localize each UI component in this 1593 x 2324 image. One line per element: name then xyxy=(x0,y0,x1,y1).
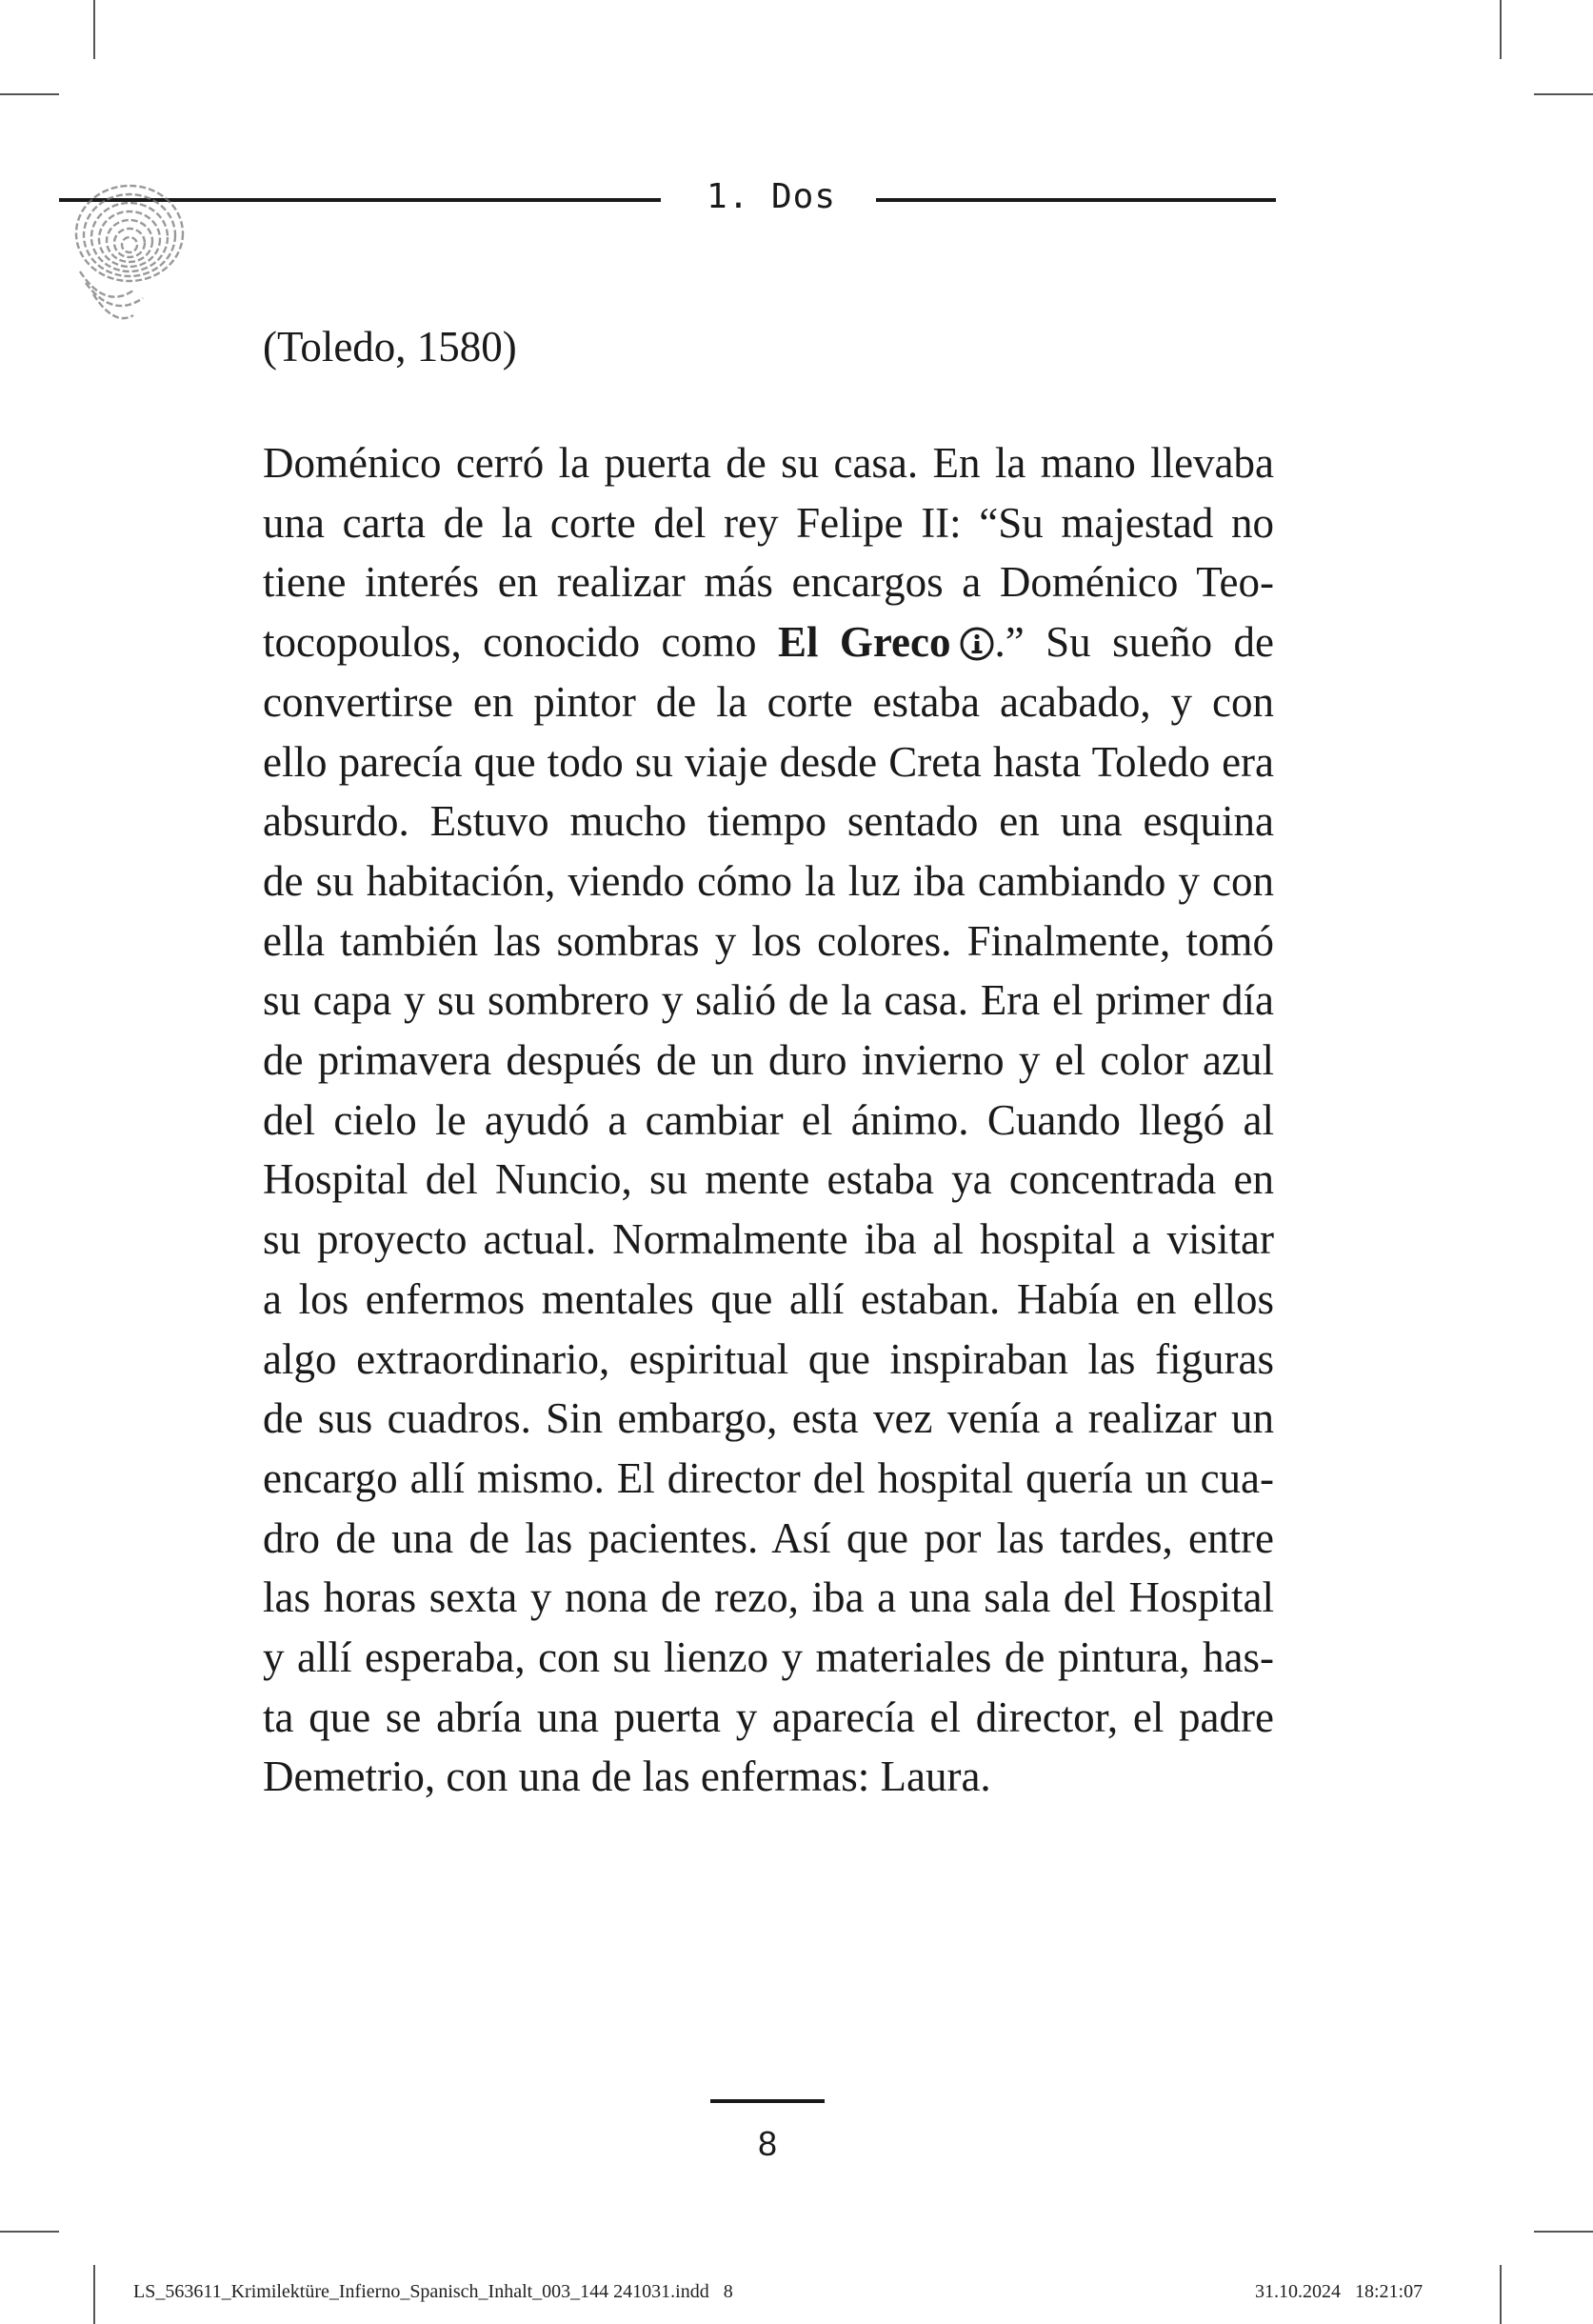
body-line: de primavera después de un duro invierno y el color azul xyxy=(263,1036,1274,1085)
term-el-greco: El Greco xyxy=(777,618,951,667)
crop-mark-top-left-horizontal xyxy=(0,93,59,95)
body-line: Hospital del Nuncio, su mente estaba ya concentrada en xyxy=(263,1155,1274,1204)
body-line: encargo allí mismo. El director del hospital quería un cua- xyxy=(263,1453,1274,1502)
running-head: 1. Dos xyxy=(706,177,837,216)
crop-mark-bottom-right-horizontal xyxy=(1534,2231,1593,2233)
body-line: del cielo le ayudó a cambiar el ánimo. Cuando llegó al xyxy=(263,1095,1274,1144)
info-circle-icon[interactable] xyxy=(959,626,995,662)
body-line: su proyecto actual. Normalmente iba al hospital a visitar xyxy=(263,1215,1274,1264)
crop-mark-bottom-left-vertical xyxy=(93,2265,95,2324)
body-line: y allí esperaba, con su lienzo y materiales de pintura, has- xyxy=(263,1633,1274,1682)
body-line: dro de una de las pacientes. Así que por las tardes, entre xyxy=(263,1513,1274,1562)
header-rule-right xyxy=(876,198,1276,202)
body-line-segment: tocopoulos, conocido como xyxy=(263,618,778,667)
body-line: Demetrio, con una de las enfermas: Laura. xyxy=(263,1753,991,1801)
body-line: absurdo. Estuvo mucho tiempo sentado en una esquina xyxy=(263,797,1274,846)
fingerprint-icon xyxy=(67,176,186,338)
body-line: ella también las sombras y los colores. Finalmente, tomó xyxy=(263,916,1274,965)
body-line: de sus cuadros. Sin embargo, esta vez venía a realizar un xyxy=(263,1394,1274,1443)
body-line: las horas sexta y nona de rezo, iba a una sala del Hospital xyxy=(263,1573,1274,1622)
body-line: a los enfermos mentales que allí estaban. Había en ellos xyxy=(263,1274,1274,1323)
body-line: ello parecía que todo su viaje desde Creta hasta Toledo era xyxy=(263,737,1274,786)
crop-mark-bottom-left-horizontal xyxy=(0,2231,59,2233)
crop-mark-top-left-vertical xyxy=(93,0,95,59)
body-line: su capa y su sombrero y salió de la casa. Era el primer día xyxy=(263,976,1274,1025)
body-line: de su habitación, viendo cómo la luz iba cambiando y con xyxy=(263,856,1274,905)
body-line: ta que se abría una puerta y aparecía el director, el padre xyxy=(263,1693,1274,1741)
body-line xyxy=(263,612,1274,672)
body-line: algo extraordinario, espiritual que inspiraban las figuras xyxy=(263,1334,1274,1383)
crop-mark-top-right-vertical xyxy=(1500,0,1502,59)
body-line: Doménico cerró la puerta de su casa. En la mano llevaba xyxy=(263,439,1274,487)
page-number: 8 xyxy=(757,2124,778,2163)
page-number-rule xyxy=(710,2099,825,2103)
body-line-segment: .” Su sueño de xyxy=(994,618,1274,667)
body-paragraph xyxy=(263,433,1274,1807)
body-line: tiene interés en realizar más encargos a Doménico Teo- xyxy=(263,558,1274,607)
body-line: convertirse en pintor de la corte estaba acabado, y con xyxy=(263,677,1274,726)
place-date: (Toledo, 1580) xyxy=(263,323,517,371)
slug-timestamp: 31.10.2024 18:21:07 xyxy=(1255,2281,1424,2302)
crop-mark-top-right-horizontal xyxy=(1534,93,1593,95)
crop-mark-bottom-right-vertical xyxy=(1500,2265,1502,2324)
slug-filename: LS_563611_Krimilektüre_Infierno_Spanisch_Inhalt_003_144 241031.indd 8 xyxy=(133,2281,733,2302)
body-line: una carta de la corte del rey Felipe II: “Su majestad no xyxy=(263,498,1274,547)
